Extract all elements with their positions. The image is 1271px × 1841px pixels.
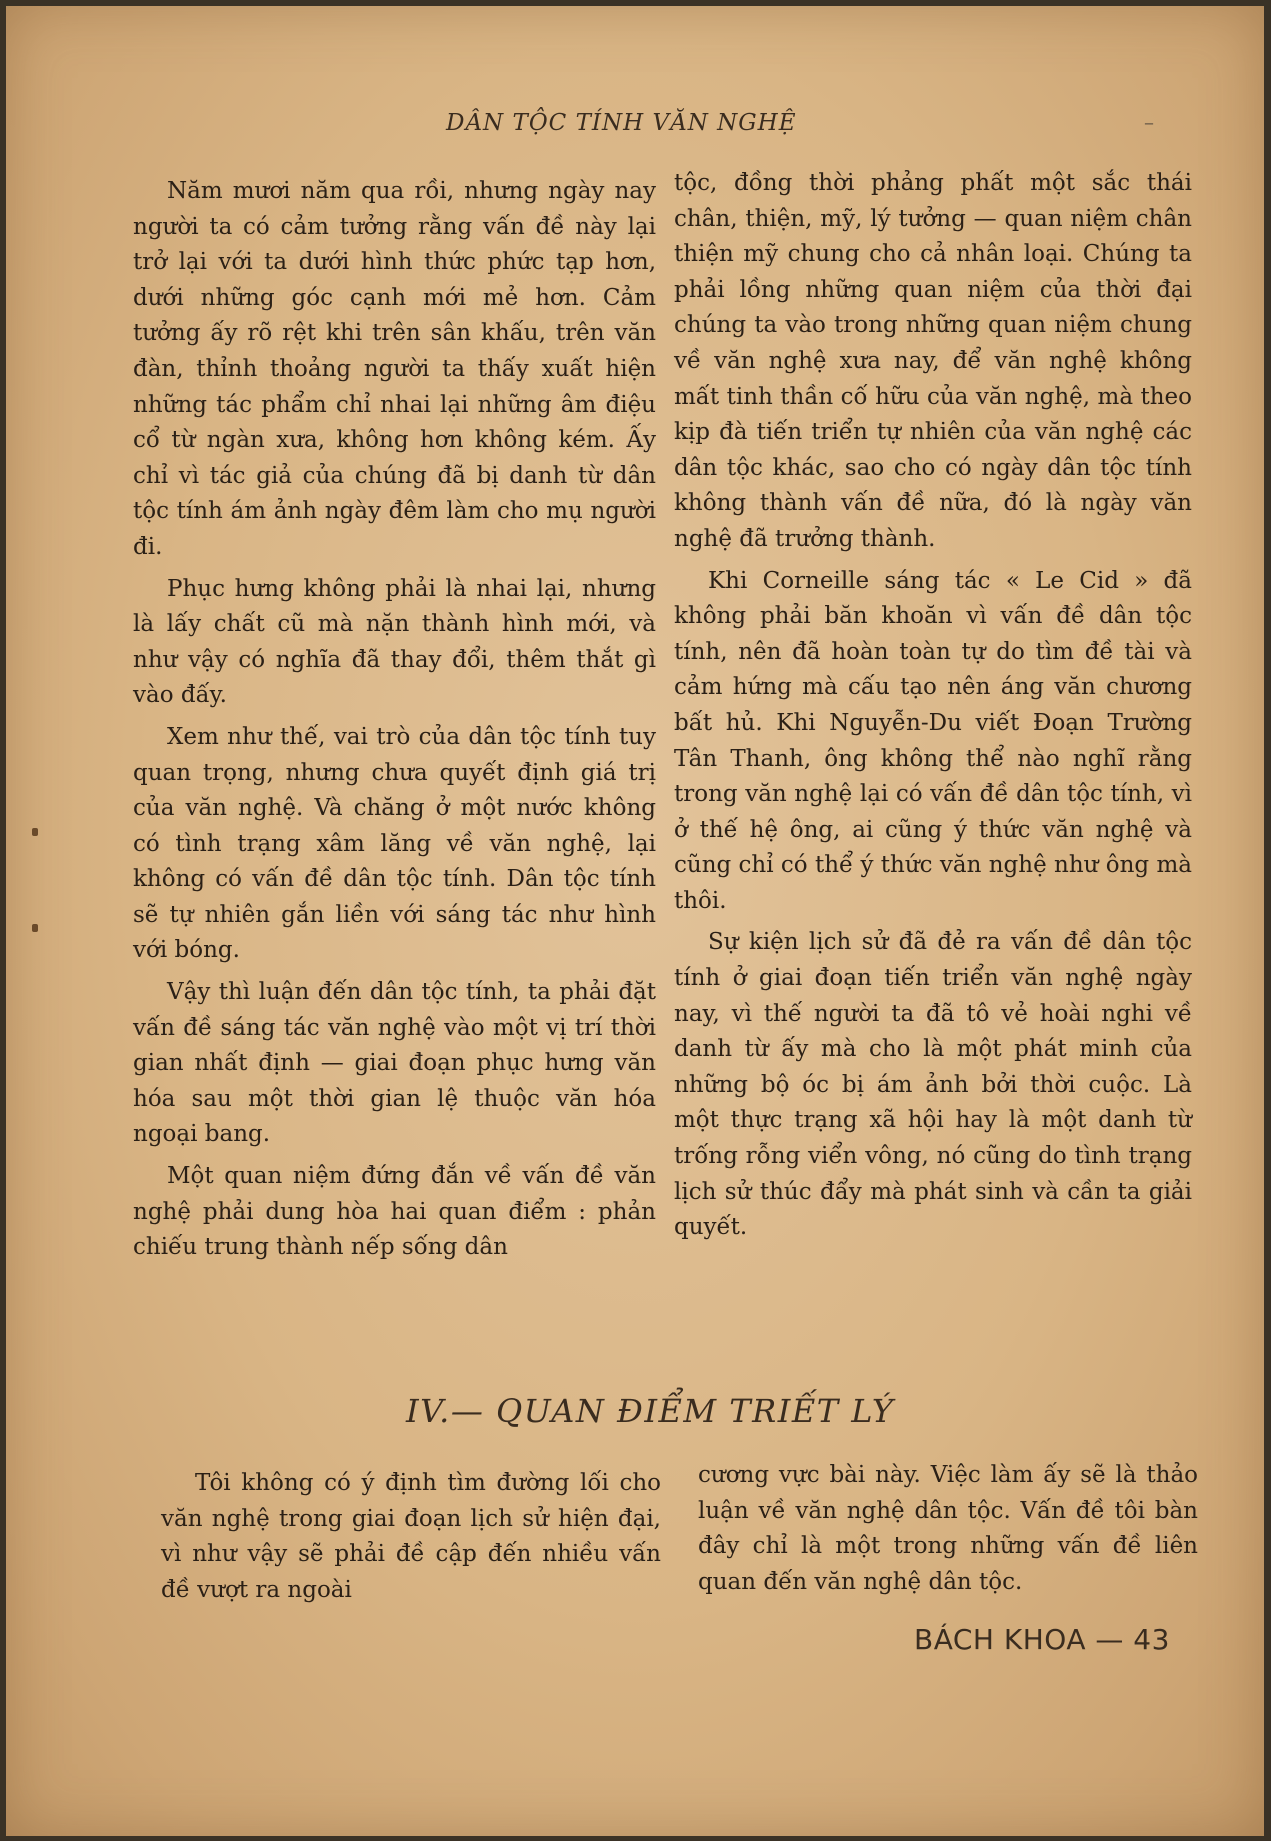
- paragraph: Tôi không có ý định tìm đường lối cho văn nghệ trong giai đoạn lịch sử hiện đại, vì như vậy sẽ phải đề cập đến nhiều vấn đề vượt ra ngoài: [161, 1470, 661, 1603]
- section-heading: IV.— QUAN ĐIỂM TRIẾT LÝ: [406, 1392, 895, 1430]
- paragraph: Năm mươi năm qua rồi, nhưng ngày nay người ta có cảm tưởng rằng vấn đề này lại trở lại với ta dưới hình thức phức tạp hơn, dưới những góc cạnh mới mẻ hơn. Cảm tưởng ấy rõ rệt khi trên sân khấu, trên văn đàn, thỉnh thoảng người ta thấy xuất hiện những tác phẩm chỉ nhai lại những âm điệu cổ từ ngàn xưa, không hơn không kém. Ấy chỉ vì tác giả của chúng đã bị danh từ dân tộc tính ám ảnh ngày đêm làm cho mụ người đi.: [133, 178, 656, 560]
- book-page: [6, 6, 1264, 1836]
- paragraph: tộc, đồng thời phảng phất một sắc thái chân, thiện, mỹ, lý tưởng — quan niệm chân thiện mỹ chung cho cả nhân loại. Chúng ta phải lồng những quan niệm của thời đại chúng ta vào trong những quan niệm chung về văn nghệ xưa nay, để văn nghệ không mất tinh thần cố hữu của văn nghệ, mà theo kịp đà tiến triển tự nhiên của văn nghệ các dân tộc khác, sao cho có ngày dân tộc tính không thành vấn đề nữa, đó là ngày văn nghệ đã trưởng thành.: [674, 170, 1192, 552]
- section-right-column: [698, 1458, 1198, 1600]
- left-text-column: [133, 174, 656, 1272]
- section-left-column: [161, 1466, 661, 1608]
- paragraph: Xem như thế, vai trò của dân tộc tính tuy quan trọng, nhưng chưa quyết định giá trị của văn nghệ. Và chăng ở một nước không có tình trạng xâm lăng về văn nghệ, lại không có vấn đề dân tộc tính. Dân tộc tính sẽ tự nhiên gắn liền với sáng tác như hình với bóng.: [133, 723, 656, 964]
- margin-mark: [32, 924, 38, 932]
- paragraph: Khi Corneille sáng tác « Le Cid » đã không phải băn khoăn vì vấn đề dân tộc tính, nên đã hoàn toàn tự do tìm đề tài và cảm hứng mà cấu tạo nên áng văn chương bất hủ. Khi Nguyễn-Du viết Đoạn Trường Tân Thanh, ông không thể nào nghĩ rằng trong văn nghệ lại có vấn đề dân tộc tính, vì ở thế hệ ông, ai cũng ý thức văn nghệ và cũng chỉ có thể ý thức văn nghệ như ông mà thôi.: [674, 567, 1192, 914]
- paragraph: cương vực bài này. Việc làm ấy sẽ là thảo luận về văn nghệ dân tộc. Vấn đề tôi bàn đây chỉ là một trong những vấn đề liên quan đến văn nghệ dân tộc.: [698, 1462, 1198, 1595]
- running-head: DÂN TỘC TÍNH VĂN NGHỆ: [446, 110, 797, 136]
- paragraph: Vậy thì luận đến dân tộc tính, ta phải đặt vấn đề sáng tác văn nghệ vào một vị trí thời gian nhất định — giai đoạn phục hưng văn hóa sau một thời gian lệ thuộc văn hóa ngoại bang.: [133, 979, 656, 1148]
- margin-mark: [32, 828, 38, 836]
- right-text-column: [674, 166, 1192, 1252]
- paragraph: Một quan niệm đứng đắn về vấn đề văn nghệ phải dung hòa hai quan điểm : phản chiếu trung thành nếp sống dân: [133, 1163, 656, 1261]
- header-dash-mark: –: [1144, 110, 1154, 134]
- page-footer: BÁCH KHOA — 43: [914, 1623, 1170, 1656]
- paragraph: Phục hưng không phải là nhai lại, nhưng là lấy chất cũ mà nặn thành hình mới, và như vậy có nghĩa đã thay đổi, thêm thắt gì vào đấy.: [133, 575, 656, 709]
- paragraph: Sự kiện lịch sử đã đẻ ra vấn đề dân tộc tính ở giai đoạn tiến triển văn nghệ ngày nay, vì thế người ta đã tô vẻ hoài nghi về danh từ ấy mà cho là một phát minh của những bộ óc bị ám ảnh bởi thời cuộc. Là một thực trạng xã hội hay là một danh từ trống rỗng viển vông, nó cũng do tình trạng lịch sử thúc đẩy mà phát sinh và cần ta giải quyết.: [674, 929, 1192, 1241]
